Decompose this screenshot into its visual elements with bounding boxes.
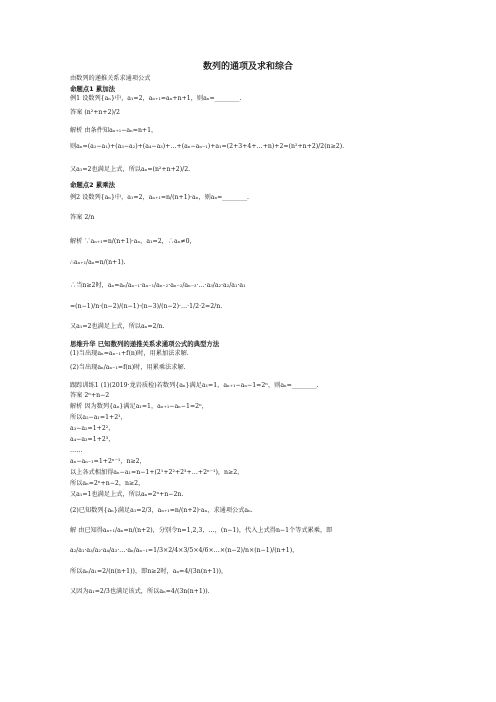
analysis-3-line-6: 以上各式相加得aₙ−a₁=n−1+(2¹+2²+2³+…+2ⁿ⁻¹)，n≥2， — [70, 469, 244, 476]
solution-4: 又因为a₁=2/3也满足该式，所以aₙ=4/(3n(n+1)). — [70, 588, 210, 595]
analysis-3-line-8: 又a₁=1也满足上式，所以aₙ=2ⁿ+n−2n. — [70, 491, 184, 498]
analysis-1-line-3: 又a₁=2也满足上式，所以aₙ=(n²+n+2)/2. — [70, 166, 191, 173]
example-2: 例2 设数列{aₙ}中，a₁=2，aₙ₊₁=n/(n+1)·aₙ，则aₙ=________. — [70, 194, 250, 201]
section-heading: 由数列的递推关系求通项公式 — [70, 75, 151, 82]
analysis-3-ellipsis: …… — [70, 447, 83, 454]
solution-2: a₂/a₁·a₃/a₂·a₄/a₃·…·aₙ/aₙ₋₁=1/3×2/4×3/5×4/6×…×(n−2)/n×(n−1)/(n+1)， — [70, 547, 299, 554]
analysis-2-line-3: ∴当n≥2时，aₙ=aₙ/aₙ₋₁·aₙ₋₁/aₙ₋₂·aₙ₋₂/aₙ₋₃·…·a₃/a₂·a₂/a₁·a₁ — [70, 282, 246, 289]
analysis-1: 解析 由条件知aₙ₊₁−aₙ=n+1， — [70, 127, 158, 134]
analysis-2-line-4: =(n−1)/n·(n−2)/(n−1)·(n−3)/(n−2)·…·1/2·2=2/n. — [70, 303, 223, 310]
analysis-2: 解析 ∵aₙ₊₁=n/(n+1)·aₙ，a₁=2，∴aₙ≠0， — [70, 238, 196, 245]
analysis-3-line-5: aₙ−aₙ₋₁=1+2ⁿ⁻¹，n≥2， — [70, 458, 146, 465]
practice-2: (2)已知数列{aₙ}满足a₁=2/3，aₙ₊₁=n/(n+2)·aₙ，求通项公式aₙ. — [70, 507, 253, 514]
analysis-1-line-2: 则aₙ=(a₂−a₁)+(a₃−a₂)+(a₄−a₃)+…+(aₙ−aₙ₋₁)+a₁=(2+3+4+…+n)+2=(n²+n+2)/2(n≥2). — [70, 143, 345, 150]
method-2: (2)当出现aₙ/aₙ₋₁=f(n)时，用累乘法求解. — [70, 364, 186, 371]
method-1: (1)当出现aₙ=aₙ₋₁+f(n)时，用累加法求解. — [70, 350, 189, 357]
analysis-3-line-3: a₃−a₂=1+2²， — [70, 425, 115, 432]
example-1: 例1 设数列{aₙ}中，a₁=2，aₙ₊₁=aₙ+n+1，则aₙ=________. — [70, 95, 242, 102]
analysis-3: 解析 因为数列{aₙ}满足a₁=1，aₙ₊₁−aₙ−1=2ⁿ， — [70, 403, 208, 410]
solution-1: 解 由已知得aₙ₊₁/aₙ=n/(n+2)，分别令n=1,2,3，…，(n−1)，代入上式得n−1个等式累乘，即 — [70, 527, 333, 534]
answer-2: 答案 2/n — [70, 214, 95, 221]
topic-heading-2: 命题点2 累乘法 — [70, 181, 116, 189]
analysis-3-line-2: 所以a₂−a₁=1+2¹， — [70, 414, 127, 421]
thinking-summary: 思维升华 已知数列的递推关系求通项公式的典型方法 — [70, 340, 220, 348]
analysis-3-line-4: a₄−a₃=1+2³， — [70, 436, 115, 443]
topic-heading-1: 命题点1 累加法 — [70, 85, 116, 93]
analysis-2-line-5: 又a₁=2也满足上式，所以aₙ=2/n. — [70, 323, 165, 330]
analysis-3-line-7: 所以aₙ=2ⁿ+n−2，n≥2， — [70, 480, 145, 487]
answer-1: 答案 (n²+n+2)/2 — [70, 109, 120, 116]
answer-3: 答案 2ⁿ+n−2 — [70, 392, 110, 399]
solution-3: 所以aₙ/a₁=2/(n(n+1))，即n≥2时，aₙ=4/(3n(n+1))， — [70, 568, 228, 575]
practice-1: 跟踪训练1 (1)(2019·龙岩质检)若数列{aₙ}满足a₁=1，aₙ₊₁−aₙ−1=2ⁿ，则aₙ=________. — [70, 382, 319, 389]
page-title: 数列的通项及求和综合 — [202, 62, 293, 72]
analysis-2-line-2: ∴aₙ₊₁/aₙ=n/(n+1). — [70, 259, 126, 266]
